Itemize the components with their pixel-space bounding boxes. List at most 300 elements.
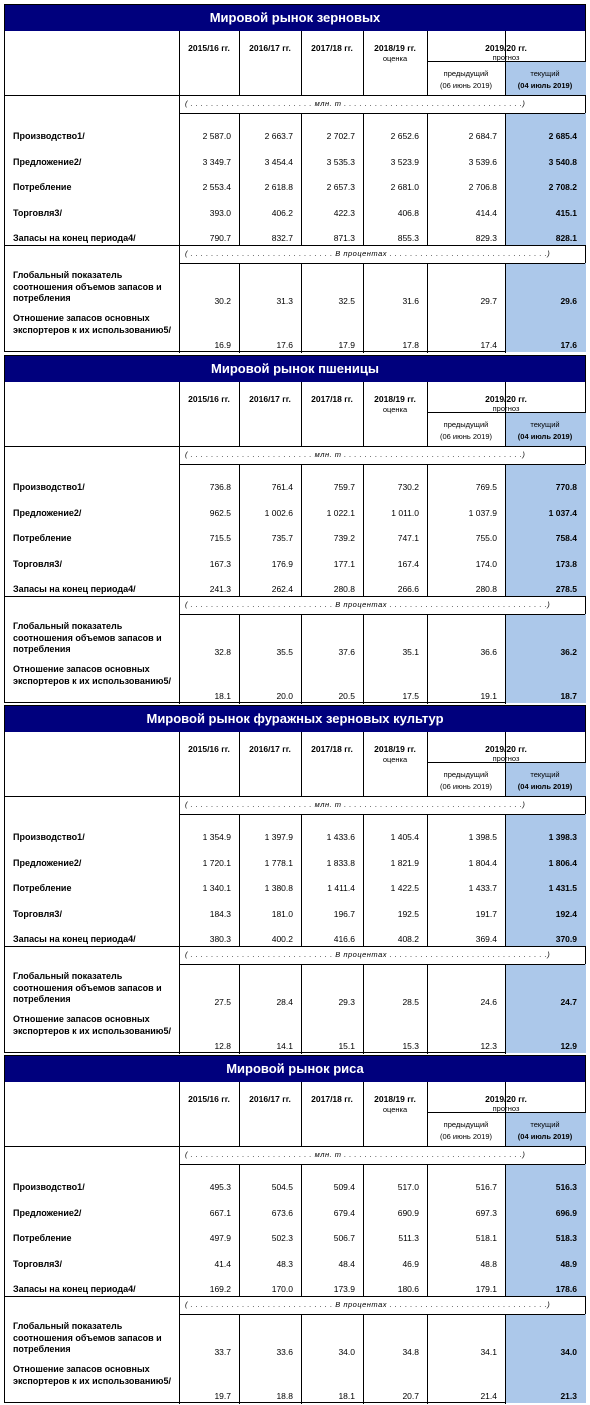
units-label: ( . . . . . . . . . . . . . . . . . . . . . . . . млн. т . . . . . . . . . . . . . . . . . . . . . . . . . . . . . . . . . . .) xyxy=(185,1150,526,1159)
table-cell: 1 833.8 xyxy=(326,858,355,868)
table-cell: 180.6 xyxy=(397,1284,419,1294)
table-cell: 495.3 xyxy=(209,1182,231,1192)
row-label: Потребление xyxy=(13,1233,72,1243)
row-label: Глобальный показатель соотношения объемов запасов и потребления xyxy=(13,971,162,1004)
column-header: 2019/20 гг. xyxy=(485,43,527,53)
table-cell: 17.6 xyxy=(276,340,293,350)
table-cell: 176.9 xyxy=(271,559,293,569)
table-cell: 17.9 xyxy=(338,340,355,350)
row-divider xyxy=(179,964,585,965)
previous-forecast-date: (06 июнь 2019) xyxy=(439,782,493,791)
table-cell: 736.8 xyxy=(209,482,231,492)
column-divider xyxy=(179,95,180,113)
table-cell: 21.4 xyxy=(480,1391,497,1401)
current-column-highlight xyxy=(505,1113,586,1146)
table-cell: 759.7 xyxy=(333,482,355,492)
column-divider xyxy=(363,382,364,446)
current-column-highlight xyxy=(505,614,586,703)
column-subheader: прогноз xyxy=(492,1104,520,1113)
table-cell: 502.3 xyxy=(271,1233,293,1243)
row-label: Отношение запасов основных экспортеров к их использованию5/ xyxy=(13,313,171,335)
column-header: 2019/20 гг. xyxy=(485,394,527,404)
row-divider xyxy=(5,596,585,597)
table-cell: 16.9 xyxy=(214,340,231,350)
table-cell: 12.9 xyxy=(560,1041,577,1051)
column-divider xyxy=(179,596,180,614)
table-cell: 380.3 xyxy=(209,934,231,944)
table-cell: 19.7 xyxy=(214,1391,231,1401)
current-forecast-label: текущий xyxy=(530,420,560,429)
column-subheader: прогноз xyxy=(492,53,520,62)
column-subheader: оценка xyxy=(382,54,408,63)
table-cell: 18.7 xyxy=(560,691,577,701)
table-cell: 18.8 xyxy=(276,1391,293,1401)
table-cell: 747.1 xyxy=(397,533,419,543)
table-cell: 400.2 xyxy=(271,934,293,944)
table-cell: 167.4 xyxy=(397,559,419,569)
table-cell: 758.4 xyxy=(555,533,577,543)
column-divider xyxy=(179,245,180,263)
row-label: Производство1/ xyxy=(13,131,85,141)
table-cell: 266.6 xyxy=(397,584,419,594)
row-label: Торговля3/ xyxy=(13,909,62,919)
table-panel xyxy=(4,355,586,703)
previous-forecast-date: (06 июнь 2019) xyxy=(439,81,493,90)
column-subheader: оценка xyxy=(382,755,408,764)
table-cell: 1 340.1 xyxy=(202,883,231,893)
table-cell: 511.3 xyxy=(398,1233,419,1243)
table-cell: 3 535.3 xyxy=(326,157,355,167)
table-cell: 20.5 xyxy=(338,691,355,701)
table-cell: 696.9 xyxy=(555,1208,577,1218)
table-cell: 516.7 xyxy=(475,1182,497,1192)
current-column-highlight xyxy=(505,1314,586,1403)
table-cell: 1 022.1 xyxy=(326,508,355,518)
table-cell: 406.2 xyxy=(271,208,293,218)
column-header: 2017/18 гг. xyxy=(311,43,353,53)
table-panel xyxy=(4,1055,586,1403)
column-header: 2017/18 гг. xyxy=(311,1094,353,1104)
table-cell: 962.5 xyxy=(209,508,231,518)
row-divider xyxy=(179,263,585,264)
table-cell: 415.1 xyxy=(555,208,577,218)
table-cell: 406.8 xyxy=(397,208,419,218)
table-cell: 667.1 xyxy=(209,1208,231,1218)
table-cell: 679.4 xyxy=(333,1208,355,1218)
row-label: Отношение запасов основных экспортеров к их использованию5/ xyxy=(13,664,171,686)
table-cell: 518.3 xyxy=(555,1233,577,1243)
column-header: 2017/18 гг. xyxy=(311,744,353,754)
current-column-highlight xyxy=(505,763,586,796)
table-cell: 517.0 xyxy=(397,1182,419,1192)
table-cell: 196.7 xyxy=(333,909,355,919)
table-cell: 34.0 xyxy=(560,1347,577,1357)
previous-forecast-label: предыдущий xyxy=(443,420,489,429)
table-panel xyxy=(4,4,586,352)
units-label: ( . . . . . . . . . . . . . . . . . . . . . . . . . . . . В процентах . . . . . . . . . . . . . . . . . . . . . . . . . . . . . . .) xyxy=(185,950,551,959)
column-header: 2018/19 гг. xyxy=(374,1094,416,1104)
units-label: ( . . . . . . . . . . . . . . . . . . . . . . . . . . . . В процентах . . . . . . . . . . . . . . . . . . . . . . . . . . . . . . .) xyxy=(185,249,551,258)
table-cell: 416.6 xyxy=(333,934,355,944)
table-cell: 1 037.4 xyxy=(548,508,577,518)
table-cell: 24.6 xyxy=(480,997,497,1007)
column-divider xyxy=(363,31,364,95)
table-cell: 1 720.1 xyxy=(202,858,231,868)
table-cell: 34.1 xyxy=(480,1347,497,1357)
row-divider xyxy=(5,1146,585,1147)
table-cell: 173.8 xyxy=(555,559,577,569)
table-cell: 1 804.4 xyxy=(468,858,497,868)
table-cell: 2 652.6 xyxy=(390,131,419,141)
current-forecast-label: текущий xyxy=(530,69,560,78)
table-cell: 169.2 xyxy=(209,1284,231,1294)
column-divider xyxy=(179,446,180,464)
current-forecast-date: (04 июль 2019) xyxy=(517,782,573,791)
previous-forecast-label: предыдущий xyxy=(443,1120,489,1129)
table-cell: 35.1 xyxy=(402,647,419,657)
table-cell: 790.7 xyxy=(209,233,231,243)
table-cell: 170.0 xyxy=(271,1284,293,1294)
row-label: Запасы на конец периода4/ xyxy=(13,584,136,594)
table-cell: 393.0 xyxy=(209,208,231,218)
table-cell: 422.3 xyxy=(333,208,355,218)
units-label: ( . . . . . . . . . . . . . . . . . . . . . . . . млн. т . . . . . . . . . . . . . . . . . . . . . . . . . . . . . . . . . . .) xyxy=(185,800,526,809)
table-cell: 1 397.9 xyxy=(264,832,293,842)
table-cell: 167.3 xyxy=(209,559,231,569)
table-cell: 761.4 xyxy=(271,482,293,492)
table-cell: 41.4 xyxy=(214,1259,231,1269)
table-cell: 504.5 xyxy=(271,1182,293,1192)
row-label: Глобальный показатель соотношения объемов запасов и потребления xyxy=(13,270,162,303)
table-cell: 29.6 xyxy=(560,296,577,306)
table-cell: 506.7 xyxy=(333,1233,355,1243)
row-label: Запасы на конец периода4/ xyxy=(13,1284,136,1294)
row-label: Предложение2/ xyxy=(13,858,82,868)
previous-forecast-label: предыдущий xyxy=(443,69,489,78)
table-cell: 1 806.4 xyxy=(548,858,577,868)
current-forecast-label: текущий xyxy=(530,770,560,779)
column-divider xyxy=(301,31,302,95)
column-divider xyxy=(239,382,240,446)
table-cell: 29.3 xyxy=(338,997,355,1007)
table-cell: 184.3 xyxy=(209,909,231,919)
table-cell: 3 523.9 xyxy=(390,157,419,167)
row-label: Предложение2/ xyxy=(13,508,82,518)
table-cell: 828.1 xyxy=(555,233,577,243)
table-cell: 730.2 xyxy=(397,482,419,492)
row-label: Торговля3/ xyxy=(13,208,62,218)
table-cell: 36.6 xyxy=(480,647,497,657)
row-label: Предложение2/ xyxy=(13,1208,82,1218)
table-cell: 21.3 xyxy=(560,1391,577,1401)
table-cell: 1 002.6 xyxy=(264,508,293,518)
table-cell: 3 349.7 xyxy=(202,157,231,167)
table-cell: 1 398.3 xyxy=(548,832,577,842)
column-divider xyxy=(179,1296,180,1314)
units-label: ( . . . . . . . . . . . . . . . . . . . . . . . . . . . . В процентах . . . . . . . . . . . . . . . . . . . . . . . . . . . . . . .) xyxy=(185,1300,551,1309)
table-cell: 15.1 xyxy=(338,1041,355,1051)
table-cell: 35.5 xyxy=(276,647,293,657)
current-forecast-date: (04 июль 2019) xyxy=(517,432,573,441)
column-subheader: прогноз xyxy=(492,754,520,763)
column-header: 2018/19 гг. xyxy=(374,394,416,404)
row-label: Производство1/ xyxy=(13,482,85,492)
table-cell: 17.8 xyxy=(402,340,419,350)
table-cell: 871.3 xyxy=(333,233,355,243)
panel-title: Мировой рынок зерновых xyxy=(5,5,585,31)
row-label: Потребление xyxy=(13,533,72,543)
table-cell: 497.9 xyxy=(209,1233,231,1243)
table-panel xyxy=(4,705,586,1053)
table-cell: 3 539.6 xyxy=(468,157,497,167)
table-cell: 2 553.4 xyxy=(202,182,231,192)
column-divider xyxy=(179,732,180,796)
table-cell: 179.1 xyxy=(475,1284,497,1294)
table-cell: 518.1 xyxy=(475,1233,497,1243)
table-cell: 173.9 xyxy=(333,1284,355,1294)
row-label: Торговля3/ xyxy=(13,559,62,569)
table-cell: 48.8 xyxy=(480,1259,497,1269)
table-cell: 516.3 xyxy=(555,1182,577,1192)
row-label: Отношение запасов основных экспортеров к их использованию5/ xyxy=(13,1014,171,1036)
panel-title: Мировой рынок риса xyxy=(5,1056,585,1082)
table-cell: 2 618.8 xyxy=(264,182,293,192)
table-cell: 1 405.4 xyxy=(390,832,419,842)
panel-title: Мировой рынок фуражных зерновых культур xyxy=(5,706,585,732)
table-cell: 18.1 xyxy=(214,691,231,701)
column-header: 2015/16 гг. xyxy=(188,394,230,404)
column-divider xyxy=(179,796,180,814)
table-cell: 2 685.4 xyxy=(548,131,577,141)
column-divider xyxy=(301,382,302,446)
previous-forecast-date: (06 июнь 2019) xyxy=(439,432,493,441)
table-cell: 697.3 xyxy=(475,1208,497,1218)
column-divider xyxy=(179,382,180,446)
table-cell: 1 037.9 xyxy=(468,508,497,518)
table-cell: 370.9 xyxy=(555,934,577,944)
table-cell: 15.3 xyxy=(402,1041,419,1051)
column-divider xyxy=(363,1082,364,1146)
table-cell: 2 702.7 xyxy=(326,131,355,141)
column-header: 2018/19 гг. xyxy=(374,744,416,754)
column-header: 2016/17 гг. xyxy=(249,1094,291,1104)
table-cell: 18.1 xyxy=(338,1391,355,1401)
table-cell: 770.8 xyxy=(555,482,577,492)
row-label: Запасы на конец периода4/ xyxy=(13,233,136,243)
table-cell: 14.1 xyxy=(276,1041,293,1051)
current-forecast-label: текущий xyxy=(530,1120,560,1129)
table-cell: 32.8 xyxy=(214,647,231,657)
table-cell: 28.5 xyxy=(402,997,419,1007)
table-cell: 34.8 xyxy=(402,1347,419,1357)
row-divider xyxy=(179,464,585,465)
table-cell: 29.7 xyxy=(480,296,497,306)
table-cell: 855.3 xyxy=(397,233,419,243)
column-divider xyxy=(301,1082,302,1146)
table-cell: 30.2 xyxy=(214,296,231,306)
row-label: Предложение2/ xyxy=(13,157,82,167)
column-subheader: прогноз xyxy=(492,404,520,413)
table-cell: 37.6 xyxy=(338,647,355,657)
table-cell: 2 681.0 xyxy=(390,182,419,192)
table-cell: 20.7 xyxy=(402,1391,419,1401)
row-divider xyxy=(5,245,585,246)
row-divider xyxy=(179,814,585,815)
row-label: Потребление xyxy=(13,883,72,893)
table-cell: 769.5 xyxy=(475,482,497,492)
column-header: 2016/17 гг. xyxy=(249,43,291,53)
column-divider xyxy=(301,732,302,796)
row-divider xyxy=(5,796,585,797)
table-cell: 1 431.5 xyxy=(548,883,577,893)
table-cell: 2 663.7 xyxy=(264,131,293,141)
table-cell: 36.2 xyxy=(560,647,577,657)
table-cell: 31.3 xyxy=(276,296,293,306)
table-cell: 414.4 xyxy=(475,208,497,218)
current-column-highlight xyxy=(505,964,586,1053)
row-label: Запасы на конец периода4/ xyxy=(13,934,136,944)
table-cell: 715.5 xyxy=(209,533,231,543)
row-divider xyxy=(5,1296,585,1297)
table-cell: 829.3 xyxy=(475,233,497,243)
row-label: Производство1/ xyxy=(13,1182,85,1192)
current-forecast-date: (04 июль 2019) xyxy=(517,81,573,90)
column-header: 2016/17 гг. xyxy=(249,744,291,754)
table-cell: 20.0 xyxy=(276,691,293,701)
table-cell: 278.5 xyxy=(555,584,577,594)
current-column-highlight xyxy=(505,413,586,446)
previous-forecast-date: (06 июнь 2019) xyxy=(439,1132,493,1141)
row-divider xyxy=(179,1314,585,1315)
table-cell: 17.5 xyxy=(402,691,419,701)
row-divider xyxy=(179,614,585,615)
table-cell: 1 398.5 xyxy=(468,832,497,842)
table-cell: 509.4 xyxy=(333,1182,355,1192)
row-label: Глобальный показатель соотношения объемов запасов и потребления xyxy=(13,1321,162,1354)
table-cell: 1 354.9 xyxy=(202,832,231,842)
column-header: 2015/16 гг. xyxy=(188,744,230,754)
table-cell: 174.0 xyxy=(475,559,497,569)
table-cell: 832.7 xyxy=(271,233,293,243)
column-divider xyxy=(239,31,240,95)
table-cell: 262.4 xyxy=(271,584,293,594)
column-header: 2017/18 гг. xyxy=(311,394,353,404)
column-header: 2016/17 гг. xyxy=(249,394,291,404)
table-cell: 3 540.8 xyxy=(548,157,577,167)
current-column-highlight xyxy=(505,263,586,352)
panel-title: Мировой рынок пшеницы xyxy=(5,356,585,382)
units-label: ( . . . . . . . . . . . . . . . . . . . . . . . . млн. т . . . . . . . . . . . . . . . . . . . . . . . . . . . . . . . . . . .) xyxy=(185,450,526,459)
table-cell: 34.0 xyxy=(338,1347,355,1357)
column-header: 2019/20 гг. xyxy=(485,744,527,754)
table-cell: 192.5 xyxy=(397,909,419,919)
row-label: Отношение запасов основных экспортеров к их использованию5/ xyxy=(13,1364,171,1386)
column-subheader: оценка xyxy=(382,405,408,414)
table-cell: 3 454.4 xyxy=(264,157,293,167)
table-cell: 33.6 xyxy=(276,1347,293,1357)
column-divider xyxy=(179,1146,180,1164)
table-cell: 48.3 xyxy=(276,1259,293,1269)
table-cell: 1 778.1 xyxy=(264,858,293,868)
column-divider xyxy=(179,946,180,964)
column-divider xyxy=(239,1082,240,1146)
column-header: 2019/20 гг. xyxy=(485,1094,527,1104)
table-cell: 178.6 xyxy=(555,1284,577,1294)
table-cell: 755.0 xyxy=(475,533,497,543)
table-cell: 19.1 xyxy=(480,691,497,701)
table-cell: 2 657.3 xyxy=(326,182,355,192)
table-cell: 17.6 xyxy=(560,340,577,350)
table-cell: 408.2 xyxy=(397,934,419,944)
table-cell: 48.4 xyxy=(338,1259,355,1269)
table-cell: 1 380.8 xyxy=(264,883,293,893)
table-cell: 12.8 xyxy=(214,1041,231,1051)
table-cell: 1 433.6 xyxy=(326,832,355,842)
table-cell: 369.4 xyxy=(475,934,497,944)
column-subheader: оценка xyxy=(382,1105,408,1114)
row-divider xyxy=(5,95,585,96)
previous-forecast-label: предыдущий xyxy=(443,770,489,779)
table-cell: 1 011.0 xyxy=(391,508,419,518)
table-cell: 28.4 xyxy=(276,997,293,1007)
row-label: Торговля3/ xyxy=(13,1259,62,1269)
table-cell: 33.7 xyxy=(214,1347,231,1357)
table-cell: 191.7 xyxy=(475,909,497,919)
table-cell: 1 411.4 xyxy=(327,883,355,893)
table-cell: 12.3 xyxy=(480,1041,497,1051)
table-cell: 1 422.5 xyxy=(390,883,419,893)
column-divider xyxy=(363,732,364,796)
table-cell: 690.9 xyxy=(397,1208,419,1218)
table-cell: 27.5 xyxy=(214,997,231,1007)
units-label: ( . . . . . . . . . . . . . . . . . . . . . . . . млн. т . . . . . . . . . . . . . . . . . . . . . . . . . . . . . . . . . . .) xyxy=(185,99,526,108)
table-cell: 735.7 xyxy=(271,533,293,543)
table-cell: 192.4 xyxy=(555,909,577,919)
row-divider xyxy=(5,446,585,447)
table-cell: 1 433.7 xyxy=(468,883,497,893)
row-divider xyxy=(179,113,585,114)
table-cell: 2 706.8 xyxy=(468,182,497,192)
table-cell: 2 708.2 xyxy=(548,182,577,192)
table-cell: 280.8 xyxy=(475,584,497,594)
row-divider xyxy=(5,946,585,947)
table-cell: 31.6 xyxy=(402,296,419,306)
current-column-highlight xyxy=(505,62,586,95)
table-cell: 46.9 xyxy=(402,1259,419,1269)
table-cell: 2 684.7 xyxy=(468,131,497,141)
row-label: Производство1/ xyxy=(13,832,85,842)
row-label: Глобальный показатель соотношения объемов запасов и потребления xyxy=(13,621,162,654)
table-cell: 280.8 xyxy=(333,584,355,594)
table-cell: 24.7 xyxy=(560,997,577,1007)
column-divider xyxy=(179,1082,180,1146)
table-cell: 673.6 xyxy=(271,1208,293,1218)
column-divider xyxy=(179,31,180,95)
column-header: 2018/19 гг. xyxy=(374,43,416,53)
units-label: ( . . . . . . . . . . . . . . . . . . . . . . . . . . . . В процентах . . . . . . . . . . . . . . . . . . . . . . . . . . . . . . .) xyxy=(185,600,551,609)
table-cell: 1 821.9 xyxy=(390,858,419,868)
table-cell: 241.3 xyxy=(209,584,231,594)
row-label: Потребление xyxy=(13,182,72,192)
current-forecast-date: (04 июль 2019) xyxy=(517,1132,573,1141)
table-cell: 181.0 xyxy=(271,909,293,919)
row-divider xyxy=(179,1164,585,1165)
table-cell: 739.2 xyxy=(333,533,355,543)
table-cell: 2 587.0 xyxy=(202,131,231,141)
column-header: 2015/16 гг. xyxy=(188,43,230,53)
table-cell: 32.5 xyxy=(338,296,355,306)
column-divider xyxy=(239,732,240,796)
